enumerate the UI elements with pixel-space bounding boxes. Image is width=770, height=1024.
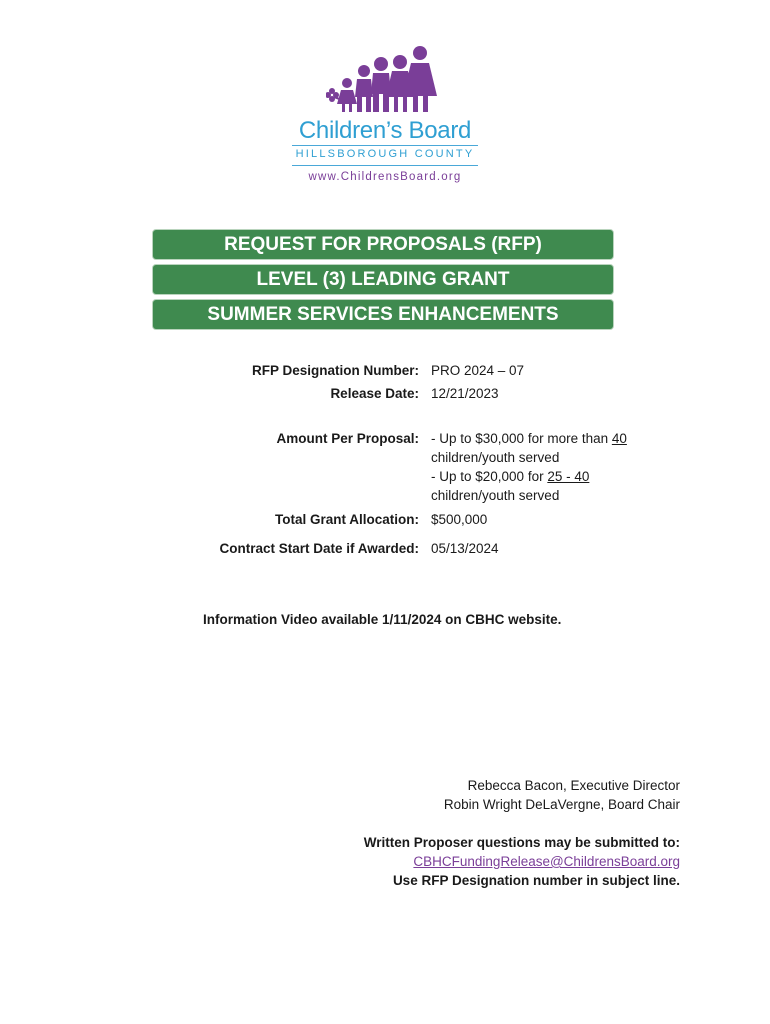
banner-level: LEVEL (3) LEADING GRANT bbox=[152, 264, 614, 295]
logo-website: www.ChildrensBoard.org bbox=[308, 171, 462, 183]
designation-label: RFP Designation Number: bbox=[251, 363, 419, 378]
amount-line-2: children/youth served bbox=[431, 450, 560, 465]
amount-line-3-underlined: 25 - 40 bbox=[547, 469, 590, 484]
designation-value: PRO 2024 – 07 bbox=[431, 363, 525, 378]
info-video-note: Information Video available 1/11/2024 on CBHC website. bbox=[203, 612, 562, 627]
release-date-value: 12/21/2023 bbox=[431, 386, 499, 401]
amount-line-3-text: - Up to $20,000 for bbox=[431, 469, 548, 484]
amount-line-4: children/youth served bbox=[431, 488, 560, 503]
amount-values bbox=[431, 429, 627, 505]
questions-subject-note: Use RFP Designation number in subject line. bbox=[392, 873, 680, 888]
childrens-board-logo bbox=[290, 44, 480, 189]
banner-summer-services: SUMMER SERVICES ENHANCEMENTS bbox=[152, 299, 614, 330]
banner-rfp: REQUEST FOR PROPOSALS (RFP) bbox=[152, 229, 614, 260]
contract-start-label: Contract Start Date if Awarded: bbox=[219, 541, 419, 556]
amount-line-3 bbox=[431, 467, 627, 486]
amount-label: Amount Per Proposal: bbox=[276, 431, 419, 446]
questions-email[interactable]: CBHCFundingRelease@ChildrensBoard.org bbox=[413, 854, 680, 869]
release-date-label: Release Date: bbox=[330, 386, 419, 401]
total-allocation-label: Total Grant Allocation: bbox=[275, 512, 419, 527]
amount-line-1-underlined: 40 bbox=[611, 431, 627, 446]
logo-divider-bottom bbox=[292, 165, 478, 166]
signatory-executive-director: Rebecca Bacon, Executive Director bbox=[467, 778, 680, 793]
logo-organization-name: Children’s Board bbox=[298, 117, 472, 144]
contract-start-value: 05/13/2024 bbox=[431, 541, 499, 556]
amount-line-1 bbox=[431, 429, 627, 448]
signatory-board-chair: Robin Wright DeLaVergne, Board Chair bbox=[443, 797, 680, 812]
questions-heading: Written Proposer questions may be submitted to: bbox=[363, 835, 680, 850]
logo-divider-top bbox=[292, 145, 478, 146]
children-silhouettes-icon bbox=[326, 44, 444, 114]
total-allocation-value: $500,000 bbox=[431, 512, 488, 527]
amount-line-1-text: - Up to $30,000 for more than bbox=[431, 431, 612, 446]
questions-email-link[interactable] bbox=[413, 852, 680, 871]
logo-county: HILLSBOROUGH COUNTY bbox=[295, 148, 475, 160]
